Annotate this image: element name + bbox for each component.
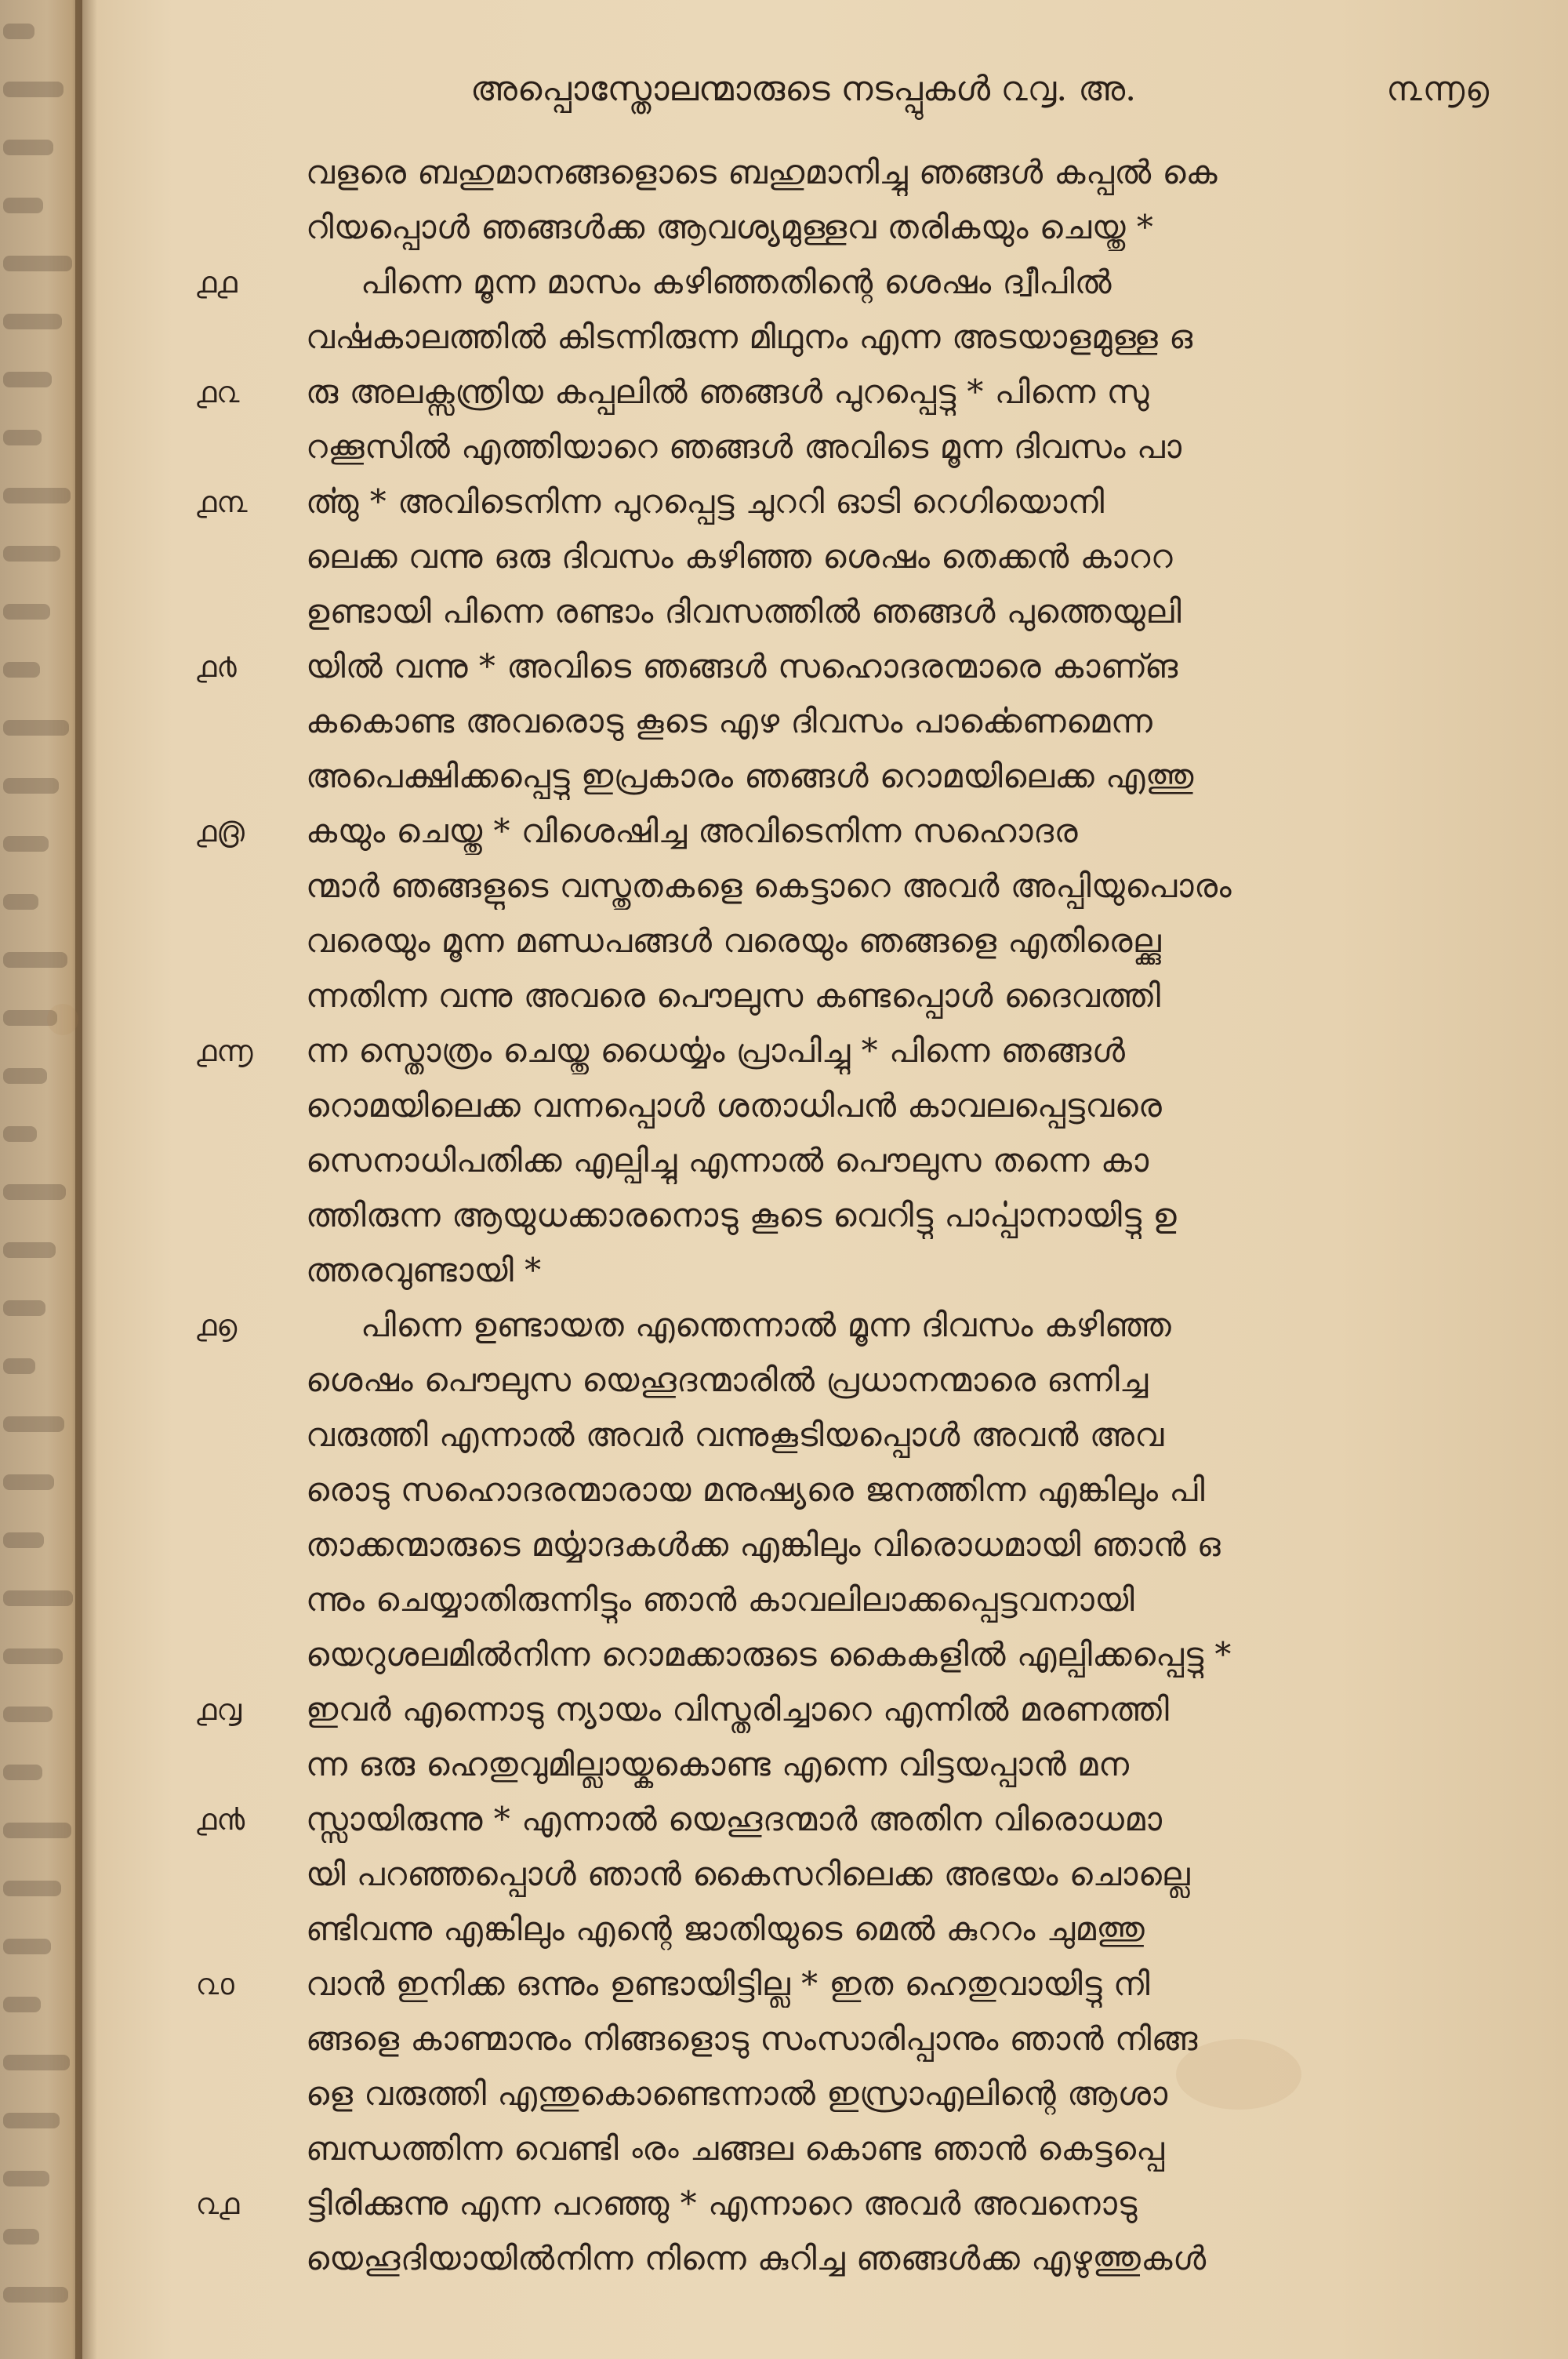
text-line: വാൻ ഇനിക്ക ഒന്നും ഉണ്ടായിട്ടില്ല * ഇത ഹെതുവായിട്ടു നി <box>306 1965 1150 2003</box>
verse-number: ൧൫ <box>196 814 245 849</box>
facing-page-text-fragment <box>3 1300 45 1316</box>
text-line: ട്ടിരിക്കുന്നു എന്ന പറഞ്ഞു * എന്നാറെ അവർ അവനൊടു <box>306 2184 1138 2223</box>
facing-page-text-fragment <box>3 488 71 503</box>
text-line: ന്മാർ ഞങ്ങളുടെ വസ്തുതകളെ കെട്ടാറെ അവർ അപ്പിയുപൊരം <box>306 867 1232 905</box>
text-line: അപെക്ഷിക്കപ്പെട്ടു ഇപ്രകാരം ഞങ്ങൾ റൊമയിലെക്ക എത്തു <box>306 757 1194 795</box>
running-head <box>470 61 1490 116</box>
facing-page-text-fragment <box>3 662 40 678</box>
text-line: യി പറഞ്ഞപ്പൊൾ ഞാൻ കൈസറിലെക്ക അഭയം ചൊല്ലെ <box>306 1855 1191 1893</box>
facing-page-text-fragment <box>3 1242 56 1258</box>
text-line: ത്തരവുണ്ടായി * <box>306 1251 542 1289</box>
facing-page-text-fragment <box>3 1823 71 1838</box>
verse-number: ൧൩ <box>196 485 248 519</box>
facing-page-text-fragment <box>3 952 67 968</box>
text-line: രൊടു സഹൊദരന്മാരായ മനുഷ്യരെ ജനത്തിന്ന എങ്കിലും പി <box>306 1470 1205 1509</box>
facing-page-text-fragment <box>3 1997 41 2012</box>
text-line: റിയപ്പൊൾ ഞങ്ങൾക്ക ആവശ്യമുള്ളവ തരികയും ചെയ്തു * <box>306 208 1154 246</box>
facing-page-text-fragment <box>3 1184 66 1200</box>
verse-number: ൧൮ <box>196 1692 241 1727</box>
facing-page-text-fragment <box>3 1707 53 1722</box>
text-line: പിന്നെ ഉണ്ടായത എന്തെന്നാൽ മൂന്ന ദിവസം കഴിഞ്ഞ <box>361 1306 1172 1344</box>
facing-page-text-fragment <box>3 82 64 97</box>
text-line: ശെഷം പൌലുസ യെഹൂദന്മാരിൽ പ്രധാനന്മാരെ ഒന്നിച്ച <box>306 1361 1149 1399</box>
text-line: ങ്ങളെ കാണ്മാനും നിങ്ങളൊടു സംസാരിപ്പാനും ഞാൻ നിങ്ങ <box>306 2019 1198 2058</box>
binding-shadow <box>75 0 97 2359</box>
text-line: ഉണ്ടായി പിന്നെ രണ്ടാം ദിവസത്തിൽ ഞങ്ങൾ പുത്തെയുലി <box>306 592 1182 631</box>
facing-page-text-fragment <box>3 778 59 794</box>
page-number: ൩൬൭ <box>1386 68 1490 109</box>
facing-page-text-fragment <box>3 2287 68 2303</box>
text-line: റക്കൂസിൽ എത്തിയാറെ ഞങ്ങൾ അവിടെ മൂന്ന ദിവസം പാ <box>306 427 1182 466</box>
text-line: യിൽ വന്നു * അവിടെ ഞങ്ങൾ സഹൊദരന്മാരെ കാണ്ങ <box>306 647 1178 685</box>
text-line: ന്നതിന്ന വന്നു അവരെ പൌലുസ കണ്ടപ്പൊൾ ദൈവത്തി <box>306 976 1161 1015</box>
verse-number: ൧൯ <box>196 1802 245 1837</box>
facing-page-text-fragment <box>3 24 34 39</box>
text-line: ണ്ടിവന്നു എങ്കിലും എന്റെ ജാതിയുടെ മെൽ കുററം ചുമത്തു <box>306 1910 1145 1948</box>
text-line: ബന്ധത്തിന്ന വെണ്ടി ൟ ചങ്ങല കൊണ്ട ഞാൻ കെട്ടപ്പെ <box>306 2129 1165 2168</box>
text-line: ന്നും ചെയ്യാതിരുന്നിട്ടും ഞാൻ കാവലിലാക്കപ്പെട്ടവനായി <box>306 1580 1135 1619</box>
facing-page-text-fragment <box>3 1881 61 1896</box>
facing-page-text-fragment <box>3 546 60 562</box>
text-line: റൊമയിലെക്ക വന്നപ്പൊൾ ശതാധിപൻ കാവലപ്പെട്ടവരെ <box>306 1086 1163 1125</box>
paper-stain <box>47 1004 78 1035</box>
text-line: വളരെ ബഹുമാനങ്ങളൊടെ ബഹുമാനിച്ചു ഞങ്ങൾ കപ്പൽ കെ <box>306 153 1218 191</box>
facing-page-text-fragment <box>3 314 62 329</box>
facing-page-text-fragment <box>3 1532 44 1548</box>
facing-page-text-fragment <box>3 2171 49 2186</box>
facing-page-text-fragment <box>3 1765 42 1780</box>
text-line: പിന്നെ മൂന്ന മാസം കഴിഞ്ഞതിന്റെ ശെഷം ദ്വീപിൽ <box>361 263 1112 301</box>
facing-page-text-fragment <box>3 1068 47 1084</box>
text-line: വരെയും മൂന്ന മണ്ഡപങ്ങൾ വരെയും ഞങ്ങളെ എതിരെല്ക്കു <box>306 921 1162 960</box>
text-line: ന്ന സ്തൊത്രം ചെയ്തു ധൈൎയ്യം പ്രാപിച്ചു * പിന്നെ ഞങ്ങൾ <box>306 1031 1126 1070</box>
facing-page-text-fragment <box>3 430 42 445</box>
facing-page-text-fragment <box>3 198 43 213</box>
facing-page-text-fragment <box>3 720 69 736</box>
verse-number: ൧൪ <box>196 649 237 684</box>
verse-number: ൧൭ <box>196 1308 238 1343</box>
text-line: രു അലക്സന്ത്രിയ കപ്പലിൽ ഞങ്ങൾ പുറപ്പെട്ടു * പിന്നെ സു <box>306 373 1149 411</box>
text-line: ൎത്തു * അവിടെനിന്ന പുറപ്പെട്ട ചുററി ഓടി റെഗിയൊനി <box>306 482 1105 521</box>
text-line: കകൊണ്ട അവരൊടു കൂടെ എഴ ദിവസം പാൎക്കെണമെന്ന <box>306 702 1153 740</box>
text-line: കയും ചെയ്തു * വിശെഷിച്ച അവിടെനിന്ന സഹൊദര <box>306 812 1079 850</box>
text-line: ന്ന ഒരു ഹെതുവുമില്ലായ്കകൊണ്ട എന്നെ വിട്ടയപ്പാൻ മന <box>306 1745 1130 1783</box>
facing-page-text-fragment <box>3 1126 37 1142</box>
verse-number: ൧൨ <box>196 375 240 409</box>
text-line: ലെക്ക വന്നു ഒരു ദിവസം കഴിഞ്ഞ ശെഷം തെക്കൻ കാററ <box>306 537 1174 576</box>
facing-page-text-fragment <box>3 1358 35 1374</box>
text-line: വൎഷകാലത്തിൽ കിടന്നിരുന്ന മിഥുനം എന്ന അടയാളമുള്ള ഒ <box>306 318 1193 356</box>
verse-number: ൧൬ <box>196 1034 253 1068</box>
facing-page-text-fragment <box>3 256 72 271</box>
facing-page-text-fragment <box>3 1590 73 1606</box>
facing-page-text-fragment <box>3 836 49 852</box>
verse-number: ൨൧ <box>196 2186 240 2221</box>
text-line: യെഹൂദിയായിൽനിന്ന നിന്നെ കുറിച്ച ഞങ്ങൾക്ക എഴുത്തുകൾ <box>306 2239 1207 2277</box>
facing-page-text-fragment <box>3 2055 70 2070</box>
text-line: യെറുശലമിൽനിന്ന റൊമക്കാരുടെ കൈകളിൽ എല്പിക്കപ്പെട്ടു * <box>306 1635 1232 1674</box>
facing-page-text-fragment <box>3 894 38 910</box>
facing-page-text-fragment <box>3 1474 54 1490</box>
text-line: താക്കന്മാരുടെ മൎയ്യാദകൾക്ക എങ്കിലും വിരൊധമായി ഞാൻ ഒ <box>306 1525 1221 1564</box>
facing-page-text-fragment <box>3 1648 63 1664</box>
facing-page-text-fragment <box>3 372 52 387</box>
verse-number: ൨൦ <box>196 1967 234 2001</box>
text-line: ത്തിരുന്ന ആയുധക്കാരനൊടു കൂടെ വെറിട്ടു പാൎപ്പാനായിട്ടു ഉ <box>306 1196 1178 1234</box>
text-line: സ്സായിരുന്നു * എന്നാൽ യെഹൂദന്മാർ അതിന വിരൊധമാ <box>306 1800 1163 1838</box>
facing-page-text-fragment <box>3 1939 51 1954</box>
facing-page-edge <box>0 0 82 2359</box>
running-head-title: അപ്പൊസ്തോലന്മാരുടെ നടപ്പുകൾ ൨൮. അ. <box>470 68 1137 109</box>
facing-page-text-fragment <box>3 140 53 155</box>
text-line: സെനാധിപതിക്ക എല്പിച്ചു എന്നാൽ പൌലുസ തന്നെ കാ <box>306 1141 1149 1180</box>
verse-number: ൧൧ <box>196 265 238 300</box>
text-line: വരുത്തി എന്നാൽ അവർ വന്നുകൂടിയപ്പൊൾ അവൻ അവ <box>306 1416 1164 1454</box>
facing-page-text-fragment <box>3 604 50 620</box>
facing-page-text-fragment <box>3 2113 60 2128</box>
facing-page-text-fragment <box>3 1416 64 1432</box>
facing-page-text-fragment <box>3 2229 39 2245</box>
text-line: ളെ വരുത്തി എന്തുകൊണ്ടെന്നാൽ ഇസ്രാഎലിന്റെ ആശാ <box>306 2074 1168 2113</box>
text-line: ഇവർ എന്നൊടു ന്യായം വിസ്തരിച്ചാറെ എന്നിൽ മരണത്തി <box>306 1690 1170 1728</box>
